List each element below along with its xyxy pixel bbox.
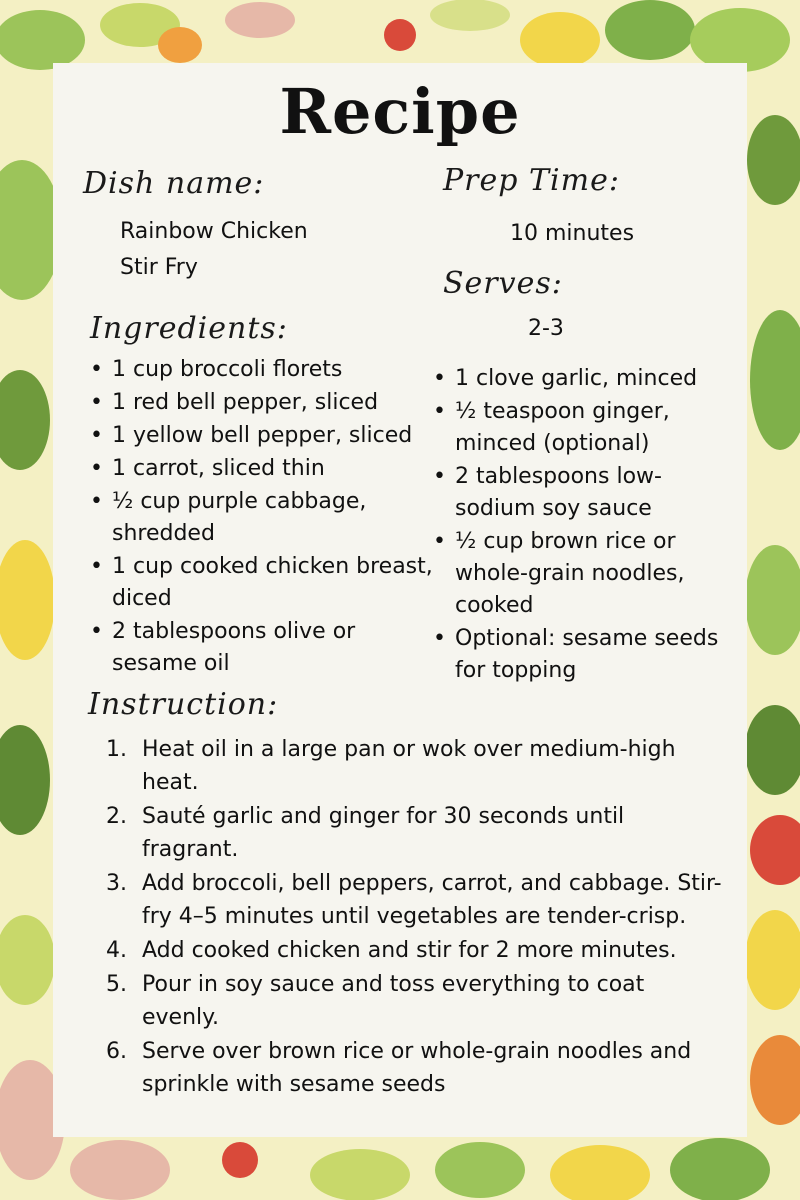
ingredient-item: • 1 red bell pepper, sliced bbox=[112, 387, 462, 419]
ingredient-item: • 1 cup broccoli florets bbox=[112, 354, 462, 386]
step-text: Pour in soy sauce and toss everything to coat evenly. bbox=[142, 972, 645, 1030]
ingredient-item: • 1 clove garlic, minced bbox=[455, 363, 745, 395]
ingredient-item: • 2 tablespoons low-sodium soy sauce bbox=[455, 461, 705, 525]
ingredient-item: • 1 cup cooked chicken breast, diced bbox=[112, 551, 462, 615]
dish-name-label: Dish name: bbox=[83, 166, 265, 201]
dish-name-line1: Rainbow Chicken bbox=[120, 219, 308, 244]
ingredient-item: • 2 tablespoons olive or sesame oil bbox=[112, 616, 382, 680]
ingredient-item: • ½ teaspoon ginger, minced (optional) bbox=[455, 396, 675, 460]
step-text: Add cooked chicken and stir for 2 more minutes. bbox=[142, 938, 677, 963]
step-number: 3. bbox=[106, 871, 127, 896]
ingredient-item: • ½ cup purple cabbage, shredded bbox=[112, 486, 382, 550]
instruction-step bbox=[106, 867, 726, 933]
instruction-step bbox=[106, 1035, 726, 1101]
instruction-step bbox=[106, 968, 726, 1034]
step-number: 6. bbox=[106, 1039, 127, 1064]
ingredient-item: • 1 yellow bell pepper, sliced bbox=[112, 420, 462, 452]
ingredient-item: • 1 carrot, sliced thin bbox=[112, 453, 462, 485]
dish-name-line2: Stir Fry bbox=[120, 255, 198, 280]
recipe-card bbox=[53, 63, 747, 1137]
instruction-steps bbox=[106, 733, 726, 1102]
ingredient-item: • Optional: sesame seeds for topping bbox=[455, 623, 725, 687]
instruction-label: Instruction: bbox=[88, 687, 279, 722]
instruction-step bbox=[106, 934, 726, 967]
serves-value: 2-3 bbox=[528, 316, 564, 341]
step-number: 5. bbox=[106, 972, 127, 997]
instruction-step bbox=[106, 733, 726, 799]
prep-time-label: Prep Time: bbox=[443, 163, 620, 198]
step-text: Heat oil in a large pan or wok over medium-high heat. bbox=[142, 737, 676, 795]
step-text: Add broccoli, bell peppers, carrot, and cabbage. Stir-fry 4–5 minutes until vegetables are tender-crisp. bbox=[142, 871, 722, 929]
ingredients-list-right bbox=[433, 363, 745, 688]
ingredient-item: • ½ cup brown rice or whole-grain noodles, cooked bbox=[455, 526, 690, 622]
step-text: Sauté garlic and ginger for 30 seconds until fragrant. bbox=[142, 804, 625, 862]
step-text: Serve over brown rice or whole-grain noodles and sprinkle with sesame seeds bbox=[142, 1039, 692, 1097]
ingredients-label: Ingredients: bbox=[90, 311, 288, 346]
recipe-title: Recipe bbox=[279, 75, 521, 148]
ingredients-list-left bbox=[90, 354, 462, 681]
prep-time-value: 10 minutes bbox=[510, 221, 635, 246]
serves-label: Serves: bbox=[443, 266, 563, 301]
step-number: 4. bbox=[106, 938, 127, 963]
step-number: 2. bbox=[106, 804, 127, 829]
instruction-step bbox=[106, 800, 726, 866]
step-number: 1. bbox=[106, 737, 127, 762]
